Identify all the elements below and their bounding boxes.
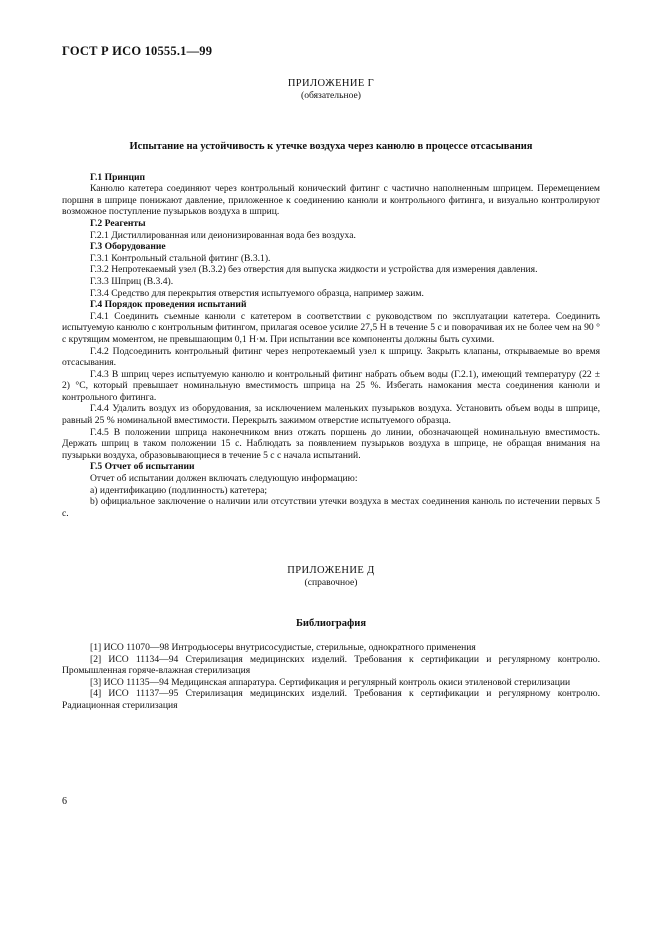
list-item-b: b) официальное заключение о наличии или отсутствии утечки воздуха в местах соединения канюль по истечении первых 5 с. xyxy=(62,496,600,519)
section-g4-heading: Г.4 Порядок проведения испытаний xyxy=(90,299,247,311)
page-content xyxy=(62,78,600,712)
document-code: ГОСТ Р ИСО 10555.1—99 xyxy=(62,44,213,58)
clause-g3-2: Г.3.2 Непротекаемый узел (В.3.2) без отверстия для выпуска жидкости и устройства для измерения давления. xyxy=(90,264,538,276)
clause-g4-4: Г.4.4 Удалить воздух из оборудования, за исключением маленьких пузырьков воздуха. Установить объем воды в шприце, равный 25 % номинальной вместимости. Перекрыть зажимом отверстие испытуемого образца. xyxy=(62,403,600,427)
bibliography-item: [2] ИСО 11134—94 Стерилизация медицинских изделий. Требования к сертификации и регулярному контролю. Промышленная горяче-влажная стерилизация xyxy=(62,653,600,677)
appendix-g-status: (обязательное) xyxy=(301,90,361,101)
clause-g3-3: Г.3.3 Шприц (В.3.4). xyxy=(90,275,174,287)
section-g5-intro: Отчет об испытании должен включать следующую информацию: xyxy=(90,473,358,485)
page-number: 6 xyxy=(62,796,67,807)
clause-g3-1: Г.3.1 Контрольный стальной фитинг (В.3.1). xyxy=(90,252,271,264)
section-g5-heading: Г.5 Отчет об испытании xyxy=(90,461,195,473)
bibliography-item: [3] ИСО 11135—94 Медицинская аппаратура. Сертификация и регулярный контроль окиси этиленовой стерилизации xyxy=(90,676,571,688)
list-item-a: a) идентификацию (подлинность) катетера; xyxy=(90,484,268,496)
bibliography-item: [1] ИСО 11070—98 Интродьюсеры внутрисосудистые, стерильные, однократного применения xyxy=(90,642,476,653)
bibliography-item: [4] ИСО 11137—95 Стерилизация медицинских изделий. Требования к сертификации и регулярному контролю. Радиационная стерилизация xyxy=(62,688,600,711)
clause-g4-3: Г.4.3 В шприц через испытуемую канюлю и контрольный фитинг набрать объем воды (Г.2.1), имеющий температуру (22 ± 2) °С, который превышает номинальную вместимость шприца на 25 %. Избегать намокания места соединения канюли и контрольного фитинга. xyxy=(62,368,600,403)
appendix-d-status: (справочное) xyxy=(304,577,358,589)
appendix-g-title: ПРИЛОЖЕНИЕ Г xyxy=(287,78,375,89)
appendix-d-title: ПРИЛОЖЕНИЕ Д xyxy=(287,565,375,577)
clause-g4-5: Г.4.5 В положении шприца наконечником вниз отжать поршень до линии, обозначающей номинальную вместимость. Держать шприц в таком положении 15 с. Наблюдать за появлением пузырьков воздуха в шприце, не обращая внимания на пузырьки воздуха, образовывающиеся в течение 5 с с начала испытаний. xyxy=(62,426,600,461)
section-g1-heading: Г.1 Принцип xyxy=(90,171,146,183)
clause-g4-1: Г.4.1 Соединить съемные канюли с катетером в соответствии с руководством по эксплуатации катетера. Соединить испытуемую канюлю с контрольным фитингом, прилагая осевое усилие 27,5 Н в течение 5 с и поворачивая их не более чем на 90 ° с крутящим моментом, не превышающим 0,1 Н·м. При испытании все компоненты должны быть сухими. xyxy=(62,310,600,345)
clause-g3-4: Г.3.4 Средство для перекрытия отверстия испытуемого образца, например зажим. xyxy=(90,287,424,299)
bibliography-list xyxy=(62,642,600,712)
clause-g4-2: Г.4.2 Подсоединить контрольный фитинг через непротекаемый узел к шприцу. Закрыть клапаны, открываемые во время отсасывания. xyxy=(62,345,600,369)
section-g1-text: Канюлю катетера соединяют через контрольный конический фитинг с частично наполненным шприцем. Перемещением поршня в шприце понижают давление, приложенное к соединению канюли и контрольного фитинга, и визуально контролируют возможное поступление пузырьков воздуха в шприц. xyxy=(62,183,600,218)
bibliography-heading: Библиография xyxy=(295,618,367,629)
clause-g2-1: Г.2.1 Дистиллированная или деионизированная вода без воздуха. xyxy=(90,229,356,241)
appendix-g-heading: Испытание на устойчивость к утечке воздуха через канюлю в процессе отсасывания xyxy=(129,140,533,152)
section-g3-heading: Г.3 Оборудование xyxy=(90,241,166,253)
section-g2-heading: Г.2 Реагенты xyxy=(90,217,146,229)
